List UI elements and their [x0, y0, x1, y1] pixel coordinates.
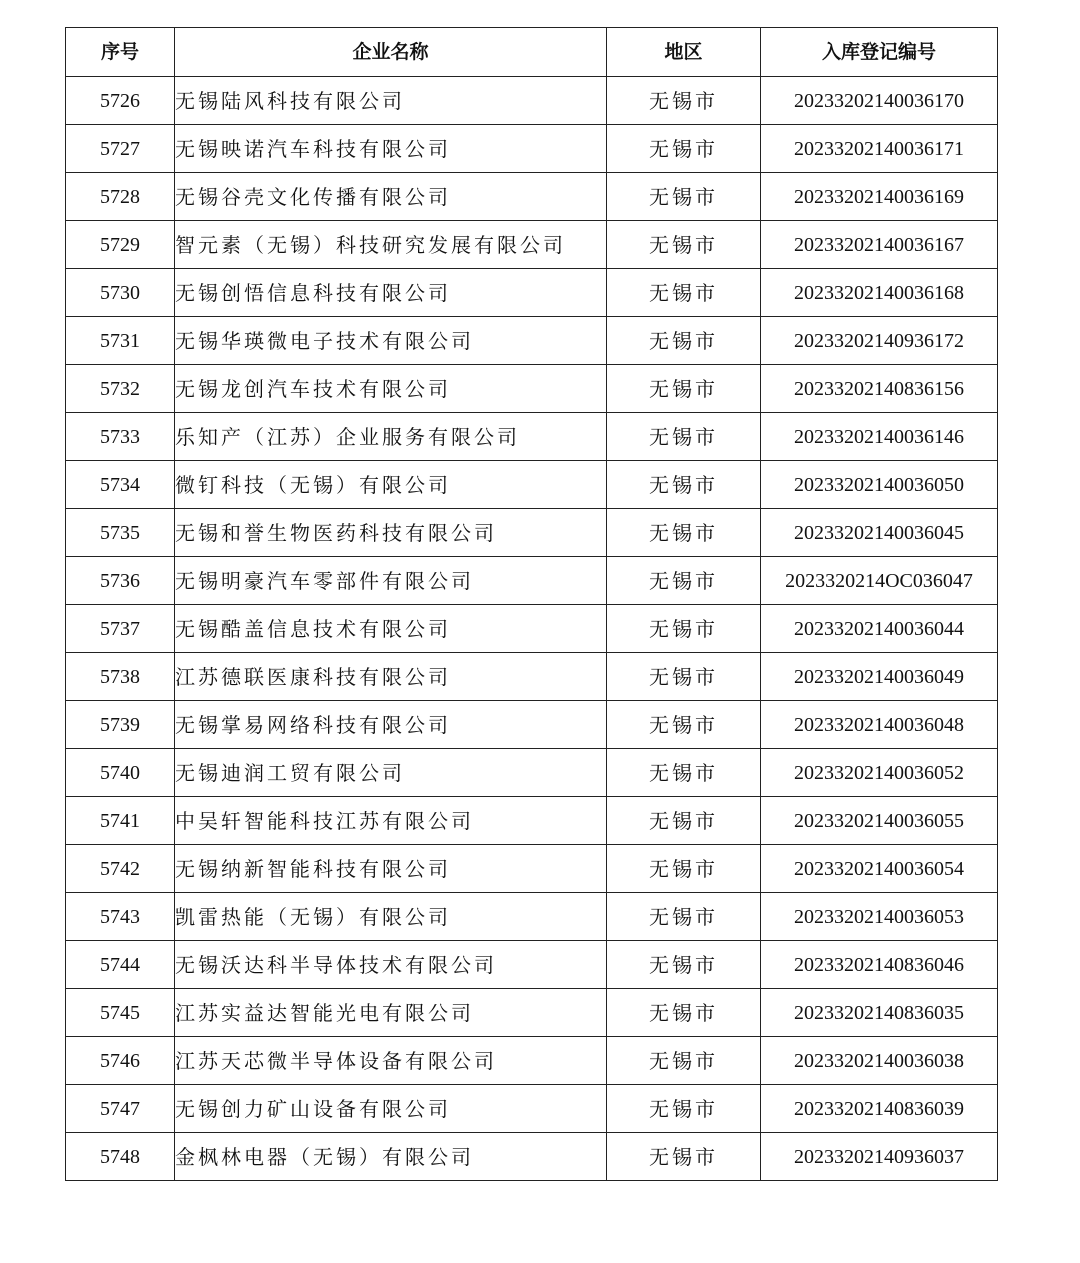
registration-number-cell: 20233202140036052	[761, 749, 998, 797]
serial-number-cell: 5734	[66, 461, 175, 509]
table-header	[66, 28, 998, 77]
company-name-cell: 智元素（无锡）科技研究发展有限公司	[175, 221, 607, 269]
company-name-cell: 无锡创力矿山设备有限公司	[175, 1085, 607, 1133]
region-cell: 无锡市	[607, 413, 761, 461]
company-name-cell: 无锡创悟信息科技有限公司	[175, 269, 607, 317]
registration-number-cell: 20233202140936037	[761, 1133, 998, 1181]
table-row	[66, 653, 998, 701]
serial-number-cell: 5727	[66, 125, 175, 173]
serial-number-cell: 5732	[66, 365, 175, 413]
header-company-name: 企业名称	[175, 28, 607, 77]
registration-number-cell: 20233202140036055	[761, 797, 998, 845]
company-name-cell: 无锡酷盖信息技术有限公司	[175, 605, 607, 653]
serial-number-cell: 5748	[66, 1133, 175, 1181]
serial-number-cell: 5744	[66, 941, 175, 989]
table-row	[66, 461, 998, 509]
table-row	[66, 605, 998, 653]
region-cell: 无锡市	[607, 461, 761, 509]
enterprise-registry-table	[65, 27, 998, 1181]
registration-number-cell: 20233202140036171	[761, 125, 998, 173]
company-name-cell: 无锡谷壳文化传播有限公司	[175, 173, 607, 221]
registration-number-cell: 20233202140836156	[761, 365, 998, 413]
serial-number-cell: 5726	[66, 77, 175, 125]
registration-number-cell: 2023320214OC036047	[761, 557, 998, 605]
registration-number-cell: 20233202140836035	[761, 989, 998, 1037]
registration-number-cell: 20233202140036049	[761, 653, 998, 701]
company-name-cell: 无锡华瑛微电子技术有限公司	[175, 317, 607, 365]
table-row	[66, 989, 998, 1037]
table-row	[66, 1037, 998, 1085]
region-cell: 无锡市	[607, 941, 761, 989]
company-name-cell: 乐知产（江苏）企业服务有限公司	[175, 413, 607, 461]
table-row	[66, 749, 998, 797]
region-cell: 无锡市	[607, 221, 761, 269]
table-row	[66, 701, 998, 749]
serial-number-cell: 5736	[66, 557, 175, 605]
registration-number-cell: 20233202140036050	[761, 461, 998, 509]
company-name-cell: 无锡沃达科半导体技术有限公司	[175, 941, 607, 989]
header-registration-number: 入库登记编号	[761, 28, 998, 77]
company-name-cell: 江苏实益达智能光电有限公司	[175, 989, 607, 1037]
company-name-cell: 江苏德联医康科技有限公司	[175, 653, 607, 701]
table-row	[66, 893, 998, 941]
region-cell: 无锡市	[607, 653, 761, 701]
registration-number-cell: 20233202140936172	[761, 317, 998, 365]
registration-number-cell: 20233202140036044	[761, 605, 998, 653]
company-name-cell: 无锡和誉生物医药科技有限公司	[175, 509, 607, 557]
company-name-cell: 无锡迪润工贸有限公司	[175, 749, 607, 797]
table-row	[66, 365, 998, 413]
serial-number-cell: 5742	[66, 845, 175, 893]
serial-number-cell: 5738	[66, 653, 175, 701]
registration-number-cell: 20233202140036053	[761, 893, 998, 941]
region-cell: 无锡市	[607, 173, 761, 221]
table-row	[66, 413, 998, 461]
region-cell: 无锡市	[607, 125, 761, 173]
table-row	[66, 797, 998, 845]
region-cell: 无锡市	[607, 605, 761, 653]
company-name-cell: 无锡掌易网络科技有限公司	[175, 701, 607, 749]
serial-number-cell: 5743	[66, 893, 175, 941]
company-name-cell: 无锡纳新智能科技有限公司	[175, 845, 607, 893]
serial-number-cell: 5730	[66, 269, 175, 317]
serial-number-cell: 5740	[66, 749, 175, 797]
header-row	[66, 28, 998, 77]
company-name-cell: 金枫林电器（无锡）有限公司	[175, 1133, 607, 1181]
region-cell: 无锡市	[607, 77, 761, 125]
table-row	[66, 77, 998, 125]
registration-number-cell: 20233202140036146	[761, 413, 998, 461]
region-cell: 无锡市	[607, 317, 761, 365]
serial-number-cell: 5747	[66, 1085, 175, 1133]
registration-number-cell: 20233202140036168	[761, 269, 998, 317]
serial-number-cell: 5741	[66, 797, 175, 845]
company-name-cell: 无锡陆风科技有限公司	[175, 77, 607, 125]
table-row	[66, 557, 998, 605]
region-cell: 无锡市	[607, 845, 761, 893]
table-row	[66, 173, 998, 221]
registration-number-cell: 20233202140036038	[761, 1037, 998, 1085]
company-name-cell: 微钉科技（无锡）有限公司	[175, 461, 607, 509]
region-cell: 无锡市	[607, 701, 761, 749]
region-cell: 无锡市	[607, 1037, 761, 1085]
company-name-cell: 江苏天芯微半导体设备有限公司	[175, 1037, 607, 1085]
registration-number-cell: 20233202140036054	[761, 845, 998, 893]
serial-number-cell: 5737	[66, 605, 175, 653]
company-name-cell: 凯雷热能（无锡）有限公司	[175, 893, 607, 941]
registration-number-cell: 20233202140036045	[761, 509, 998, 557]
region-cell: 无锡市	[607, 509, 761, 557]
registration-number-cell: 20233202140036170	[761, 77, 998, 125]
region-cell: 无锡市	[607, 1085, 761, 1133]
table-row	[66, 1085, 998, 1133]
table-row	[66, 1133, 998, 1181]
company-name-cell: 无锡龙创汽车技术有限公司	[175, 365, 607, 413]
region-cell: 无锡市	[607, 893, 761, 941]
table-body	[66, 77, 998, 1181]
serial-number-cell: 5728	[66, 173, 175, 221]
serial-number-cell: 5733	[66, 413, 175, 461]
registration-number-cell: 20233202140036167	[761, 221, 998, 269]
registration-number-cell: 20233202140036048	[761, 701, 998, 749]
registration-number-cell: 20233202140836039	[761, 1085, 998, 1133]
serial-number-cell: 5739	[66, 701, 175, 749]
region-cell: 无锡市	[607, 749, 761, 797]
header-region: 地区	[607, 28, 761, 77]
serial-number-cell: 5731	[66, 317, 175, 365]
serial-number-cell: 5746	[66, 1037, 175, 1085]
header-serial-number: 序号	[66, 28, 175, 77]
table-row	[66, 269, 998, 317]
registration-number-cell: 20233202140836046	[761, 941, 998, 989]
table-row	[66, 941, 998, 989]
region-cell: 无锡市	[607, 797, 761, 845]
company-name-cell: 无锡映诺汽车科技有限公司	[175, 125, 607, 173]
table-row	[66, 125, 998, 173]
serial-number-cell: 5745	[66, 989, 175, 1037]
table-row	[66, 221, 998, 269]
region-cell: 无锡市	[607, 269, 761, 317]
serial-number-cell: 5735	[66, 509, 175, 557]
region-cell: 无锡市	[607, 365, 761, 413]
region-cell: 无锡市	[607, 557, 761, 605]
table-row	[66, 845, 998, 893]
region-cell: 无锡市	[607, 1133, 761, 1181]
registration-number-cell: 20233202140036169	[761, 173, 998, 221]
serial-number-cell: 5729	[66, 221, 175, 269]
table-row	[66, 317, 998, 365]
company-name-cell: 无锡明豪汽车零部件有限公司	[175, 557, 607, 605]
company-name-cell: 中吴轩智能科技江苏有限公司	[175, 797, 607, 845]
region-cell: 无锡市	[607, 989, 761, 1037]
table-row	[66, 509, 998, 557]
